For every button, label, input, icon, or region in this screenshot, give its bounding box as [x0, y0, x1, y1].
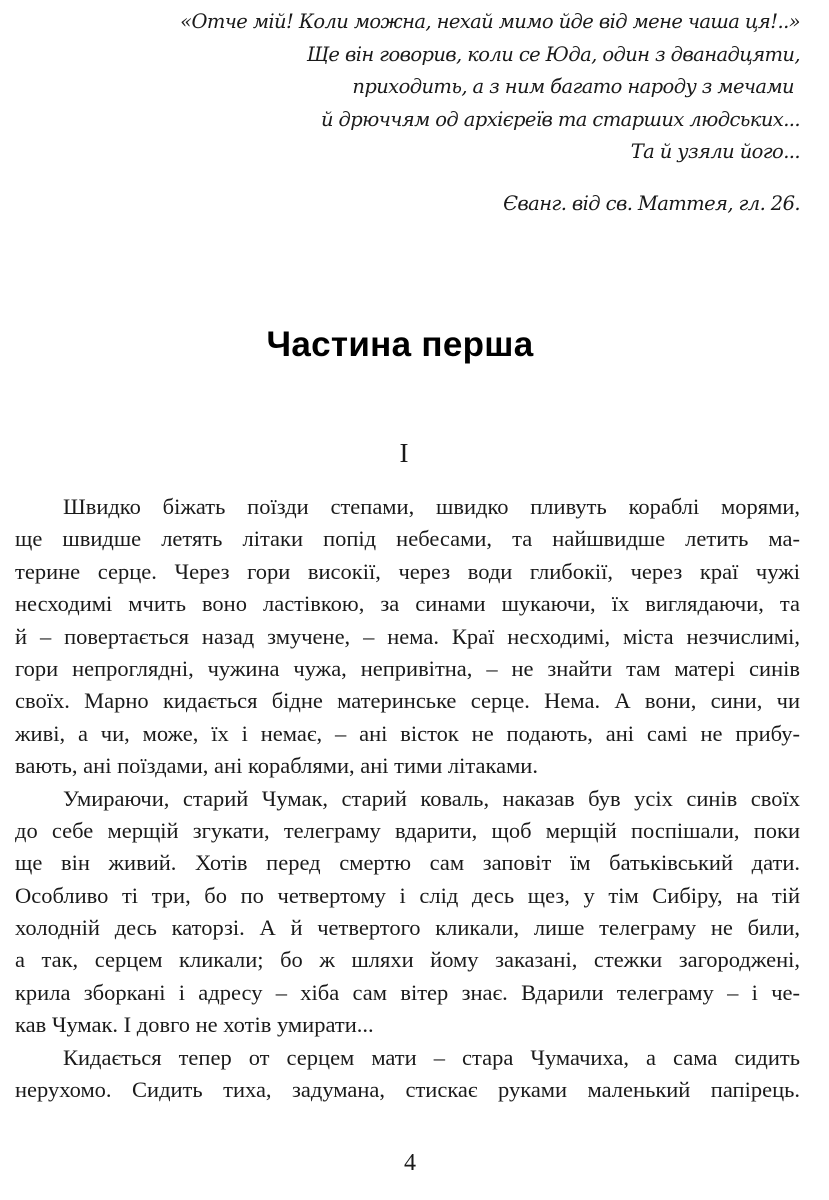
text-line: й – повертається назад змучене, – нема. Краї несходимі, міста незчислимі,	[15, 623, 800, 649]
text-line: ще швидше летять літаки попід небесами, та найшвидше летить ма-	[15, 526, 800, 552]
body-text	[15, 491, 800, 1106]
paragraph	[15, 1042, 800, 1107]
text-line: нерухомо. Сидить тиха, задумана, стискає руками маленький папірець.	[15, 1077, 800, 1103]
paragraph	[15, 783, 800, 1042]
text-line: живі, а чи, може, їх і немає, – ані вісток не подають, ані самі не прибу-	[15, 720, 800, 746]
epigraph	[100, 6, 800, 220]
text-line: вають, ані поїздами, ані кораблями, ані тими літаками.	[15, 753, 538, 779]
page-number: 4	[404, 1150, 416, 1176]
part-heading: Частина перша	[266, 325, 534, 364]
epigraph-line: й дрюччям од архієреїв та старших людських...	[320, 107, 800, 131]
text-line: Кидається тепер от серцем мати – стара Чумачиха, а сама сидить	[63, 1044, 800, 1070]
text-line: терине серце. Через гори високії, через води глибокії, через краї чужі	[15, 558, 800, 584]
epigraph-attribution: Єванг. від св. Маттея, гл. 26.	[503, 191, 800, 215]
text-line: кав Чумак. І довго не хотів умирати...	[15, 1012, 374, 1038]
text-line: Швидко біжать поїзди степами, швидко пливуть кораблі морями,	[63, 494, 800, 519]
text-line: своїх. Марно кидається бідне материнське серце. Нема. А вони, сини, чи	[15, 688, 800, 714]
text-line: холодній десь каторзі. А й четвертого кликали, лише телеграму не били,	[15, 915, 800, 941]
epigraph-line: «Отче мій! Коли можна, нехай мимо йде від мене чаша ця!..»	[180, 10, 800, 33]
text-line: гори непроглядні, чужина чужа, непривітна, – не знайти там матері синів	[15, 655, 800, 681]
text-line: Умираючи, старий Чумак, старий коваль, наказав був усіх синів своїх	[63, 785, 800, 811]
text-line: Особливо ті три, бо по четвертому і слід десь щез, у тім Сибіру, на тій	[15, 882, 800, 908]
epigraph-line: приходить, а з ним багато народу з мечами	[352, 75, 794, 98]
paragraph	[15, 491, 800, 783]
text-line: ще він живий. Хотів перед смертю сам заповіт їм батьківський дати.	[15, 850, 800, 876]
epigraph-line: Та й узяли його...	[630, 140, 800, 163]
text-line: до себе мерщій згукати, телеграму вдарити, щоб мерщій поспішали, поки	[15, 817, 800, 843]
chapter-number: I	[399, 438, 409, 468]
text-line: несходимі мчить воно ластівкою, за синами шукаючи, їх виглядаючи, та	[15, 591, 800, 617]
text-line: крила зборкані і адресу – хіба сам вітер знає. Вдарили телеграму – і че-	[15, 979, 800, 1005]
text-line: а так, серцем кликали; бо ж шляхи йому заказані, стежки загороджені,	[15, 947, 800, 973]
epigraph-line: Ще він говорив, коли се Юда, один з дванадцяти,	[306, 42, 800, 66]
